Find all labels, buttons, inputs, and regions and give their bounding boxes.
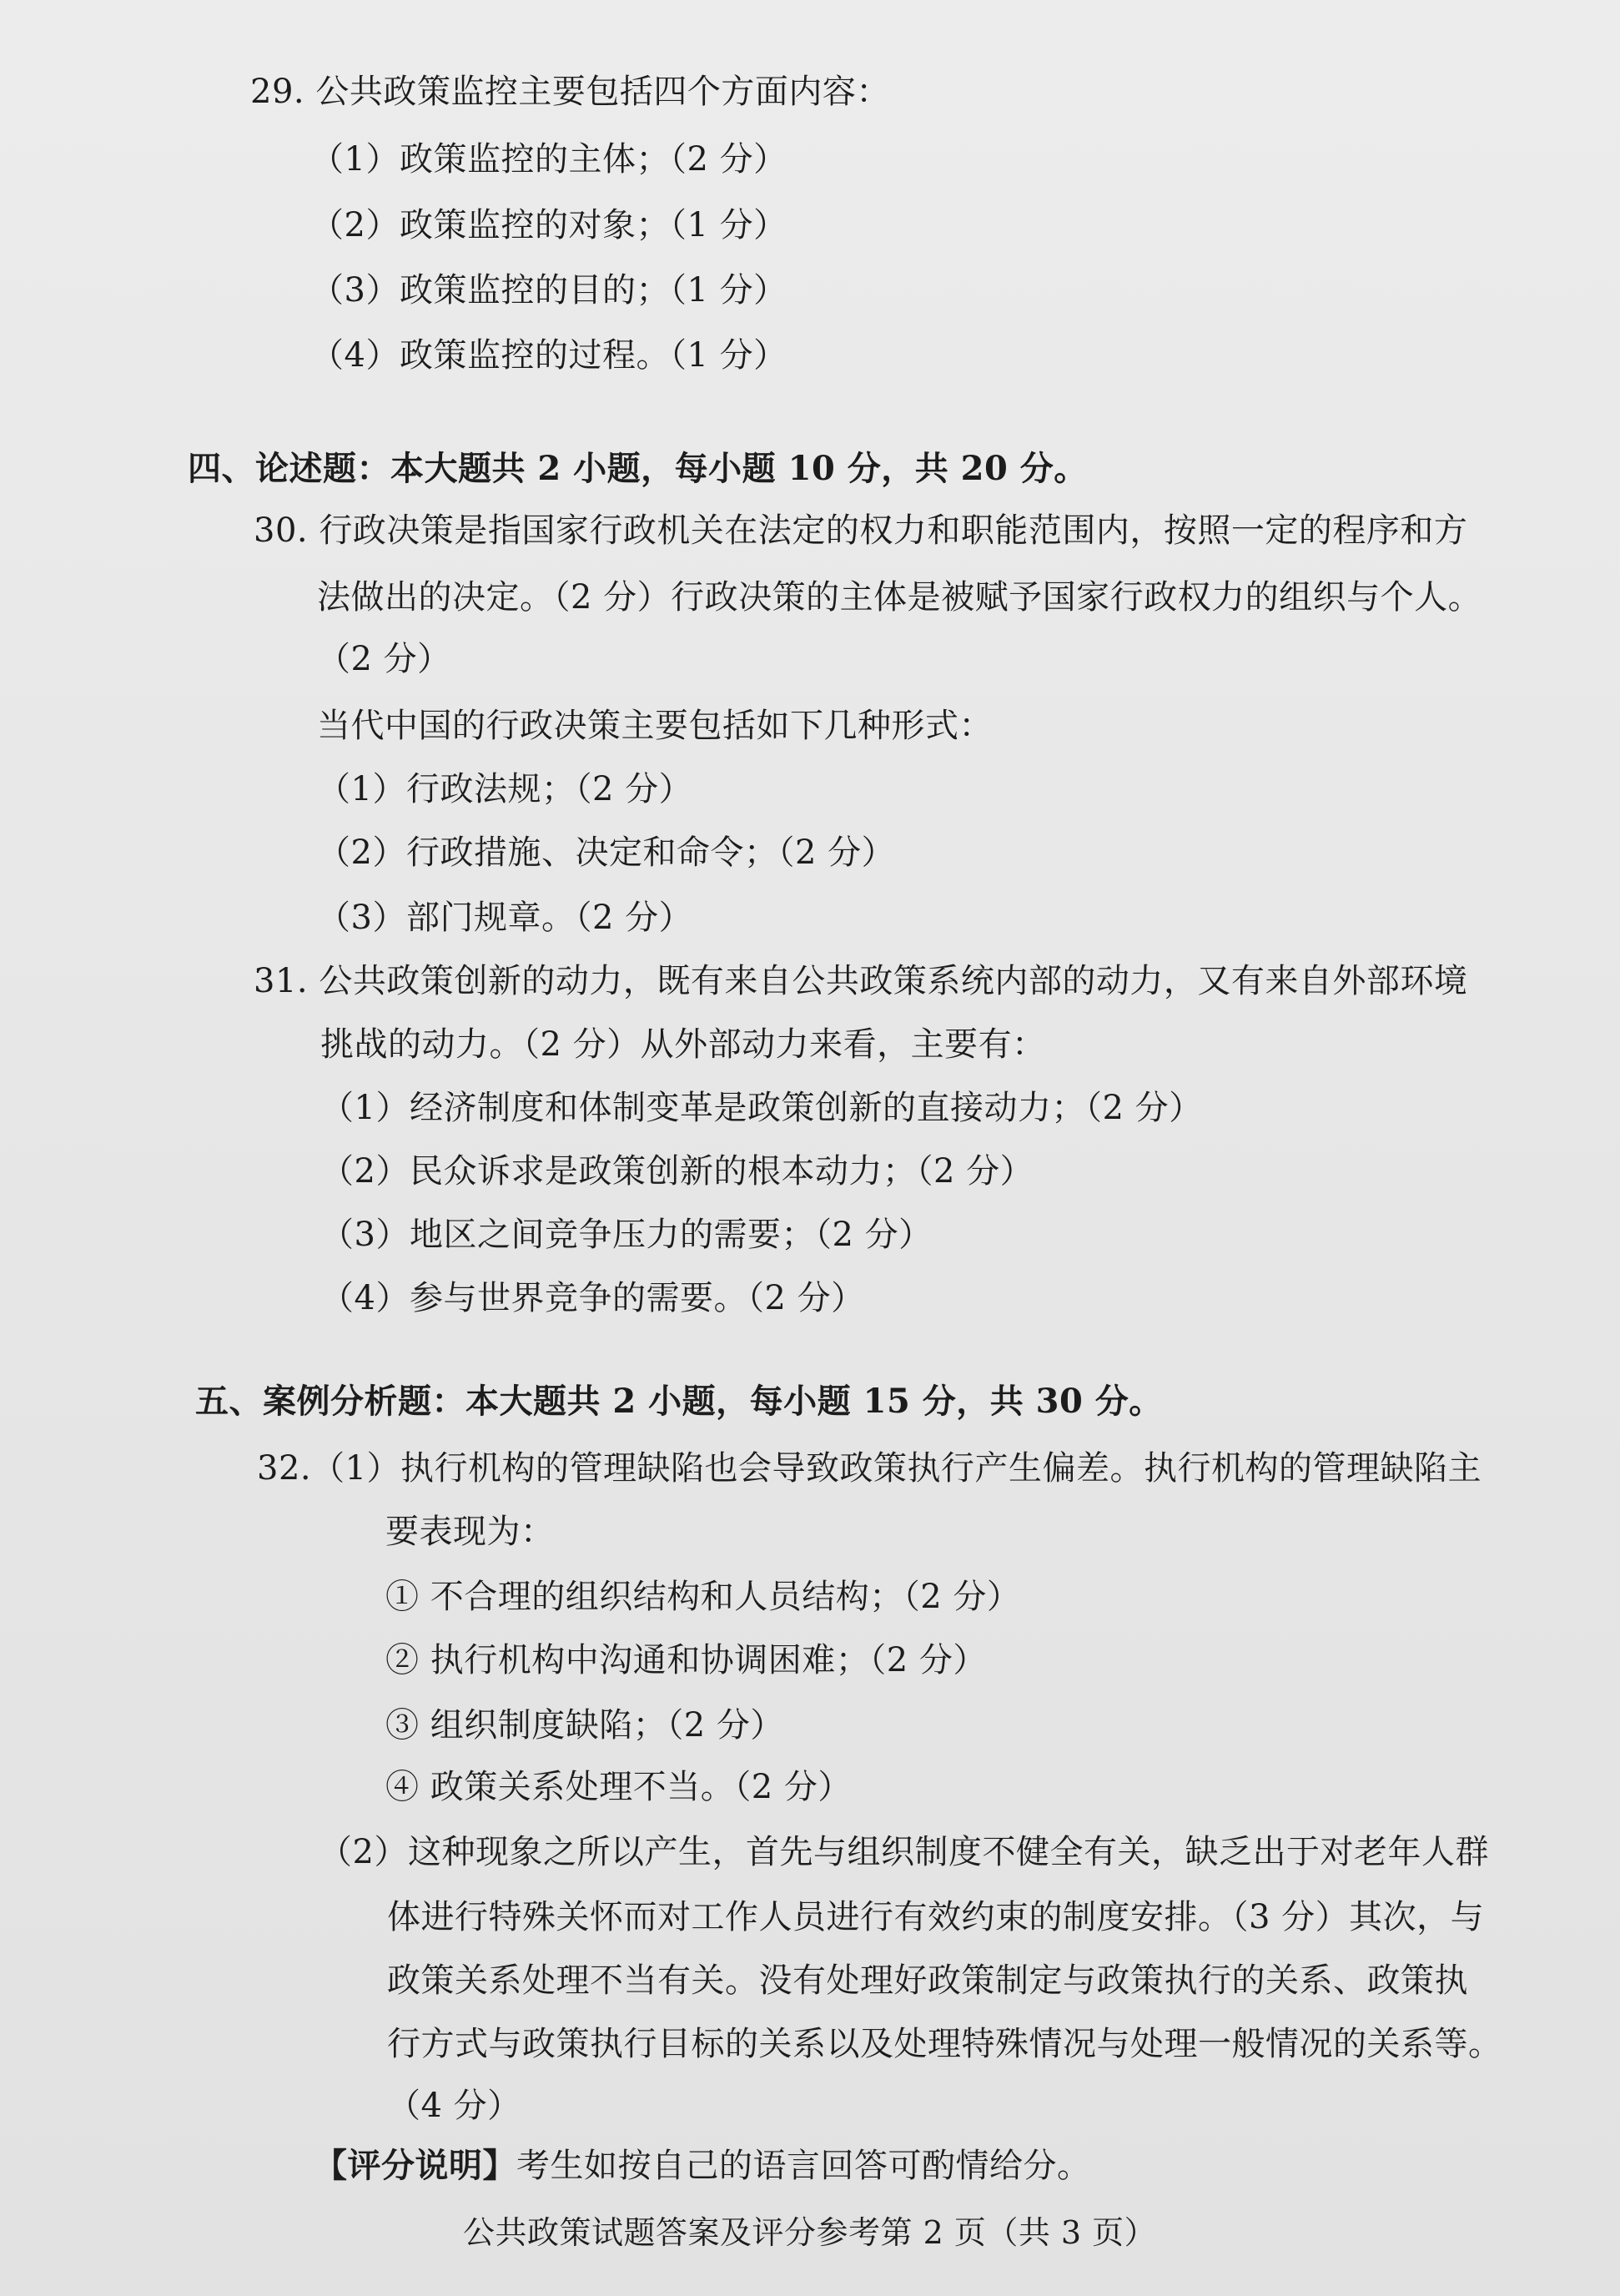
q32-part2-line-3: 政策关系处理不当有关。没有处理好政策制定与政策执行的关系、政策执 [387, 1961, 1468, 2000]
q31-line-1: 31. 公共政策创新的动力，既有来自公共政策系统内部的动力，又有来自外部环境 [254, 962, 1468, 1000]
q29-item-3: （3）政策监控的目的；（1 分） [310, 271, 787, 310]
q29-item-2: （2）政策监控的对象；（1 分） [310, 206, 787, 244]
q32-part1-line-1: 32.（1）执行机构的管理缺陷也会导致政策执行产生偏差。执行机构的管理缺陷主 [257, 1449, 1482, 1488]
section4-heading: 四、论述题：本大题共 2 小题，每小题 10 分，共 20 分。 [188, 449, 1088, 488]
q30-item-2: （2）行政措施、决定和命令；（2 分） [317, 833, 896, 872]
page-footer: 公共政策试题答案及评分参考第 2 页（共 3 页） [463, 2214, 1157, 2251]
scoring-note-label: 【评分说明】 [314, 2146, 516, 2185]
q32-part2-line-4: 行方式与政策执行目标的关系以及处理特殊情况与处理一般情况的关系等。 [387, 2025, 1502, 2063]
q32-part2-line-2: 体进行特殊关怀而对工作人员进行有效约束的制度安排。（3 分）其次，与 [387, 1898, 1485, 1936]
q32-part1-item-2: ② 执行机构中沟通和协调困难；（2 分） [385, 1641, 987, 1679]
q29-item-4: （4）政策监控的过程。（1 分） [310, 336, 787, 375]
q30-item-1: （1）行政法规；（2 分） [317, 770, 693, 808]
q32-part1-line-2: 要表现为： [385, 1513, 555, 1551]
q31-item-1: （1）经济制度和体制变革是政策创新的直接动力；（2 分） [320, 1089, 1203, 1127]
q31-item-3: （3）地区之间竞争压力的需要；（2 分） [320, 1216, 933, 1254]
q30-line-4: 当代中国的行政决策主要包括如下几种形式： [317, 707, 993, 745]
q32-part1-item-1: ① 不合理的组织结构和人员结构；（2 分） [385, 1578, 1021, 1616]
q30-line-1: 30. 行政决策是指国家行政机关在法定的权力和职能范围内，按照一定的程序和方 [254, 511, 1468, 550]
q30-line-2: 法做出的决定。（2 分）行政决策的主体是被赋予国家行政权力的组织与个人。 [317, 578, 1482, 617]
q29-intro: 29. 公共政策监控主要包括四个方面内容： [250, 73, 890, 111]
q30-line-3: （2 分） [317, 640, 451, 678]
q29-item-1: （1）政策监控的主体；（2 分） [310, 140, 787, 179]
q32-part1-item-3: ③ 组织制度缺陷；（2 分） [385, 1706, 784, 1745]
q31-line-2: 挑战的动力。（2 分）从外部动力来看，主要有： [320, 1025, 1046, 1064]
section5-heading: 五、案例分析题：本大题共 2 小题，每小题 15 分，共 30 分。 [195, 1382, 1163, 1421]
scoring-note [314, 2146, 1091, 2186]
q31-item-2: （2）民众诉求是政策创新的根本动力；（2 分） [320, 1152, 1034, 1191]
q32-part1-item-4: ④ 政策关系处理不当。（2 分） [385, 1768, 852, 1806]
q32-part2-line-5: （4 分） [387, 2087, 521, 2125]
q32-part2-line-1: （2）这种现象之所以产生，首先与组织制度不健全有关，缺乏出于对老年人群 [319, 1833, 1489, 1871]
q31-item-4: （4）参与世界竞争的需要。（2 分） [320, 1279, 865, 1317]
scoring-note-text: 考生如按自己的语言回答可酌情给分。 [516, 2147, 1091, 2185]
q30-item-3: （3）部门规章。（2 分） [317, 899, 693, 937]
